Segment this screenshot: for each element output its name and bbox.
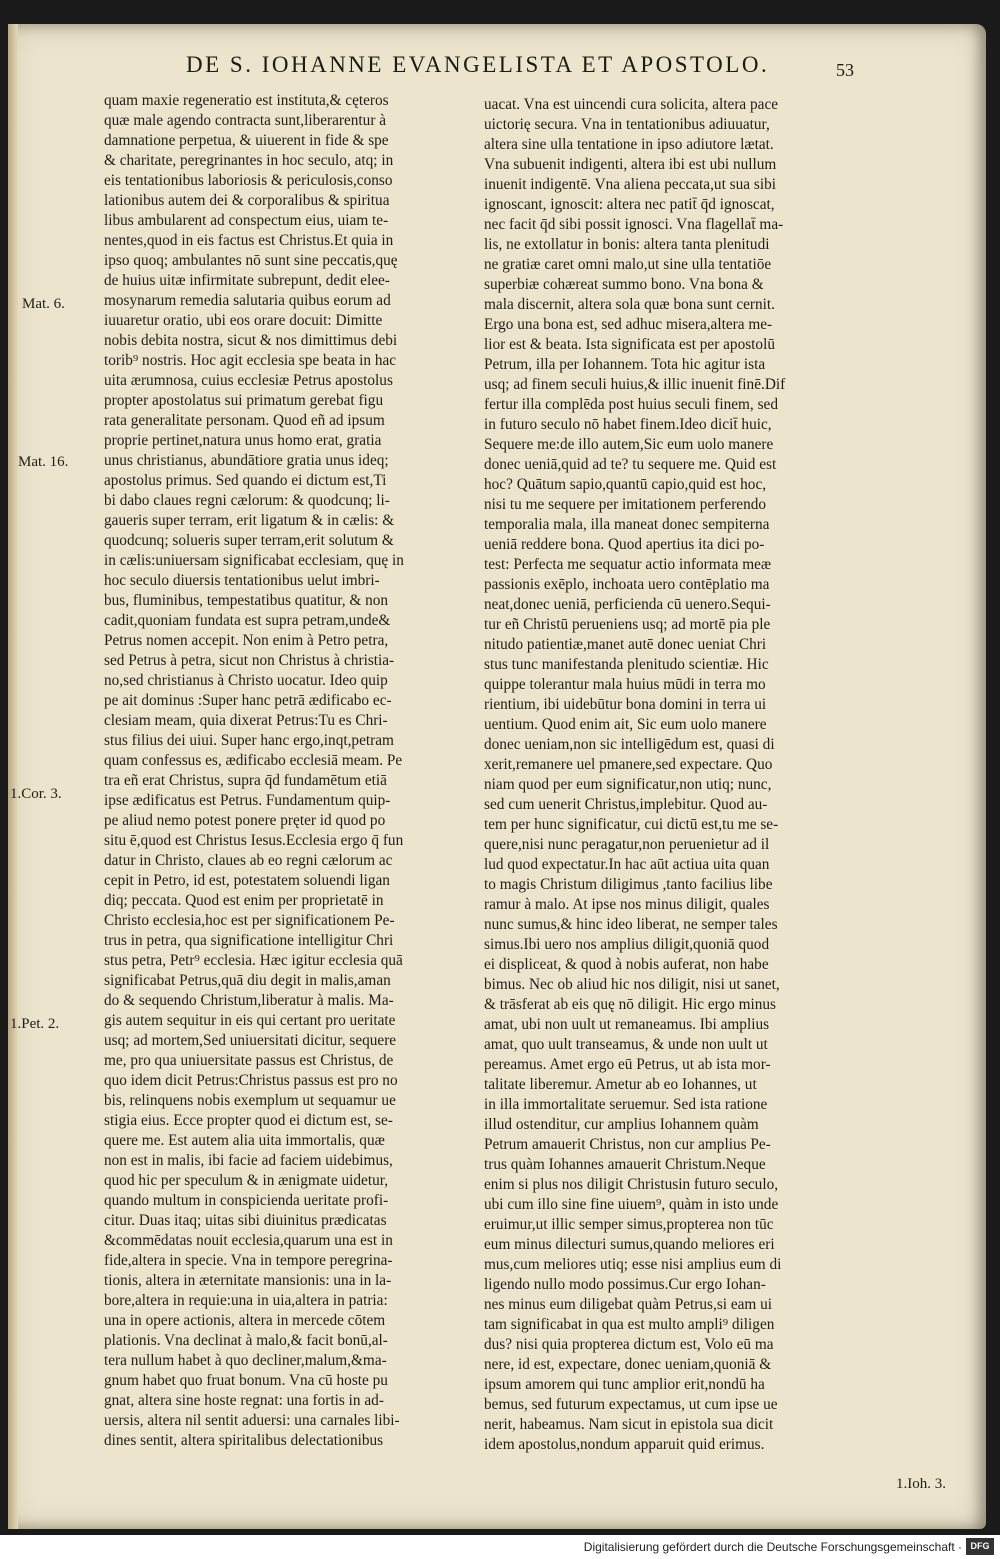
text-line: eruimur,ut illic semper simus,propterea non tūc (484, 1216, 774, 1233)
text-line: tur eñ Christū perueniens usq; ad mortē pia ple (484, 616, 771, 633)
folio-number: 53 (836, 60, 854, 80)
text-line: sed Petrus à petra, sicut non Christus à christia- (104, 652, 395, 669)
text-line: apostolus primus. Sed quando ei dictum est,Ti (104, 472, 387, 489)
text-line: cadit,quoniam fundata est supra petram,unde& (104, 612, 391, 629)
margin-note-1ioh3: 1.Ioh. 3. (896, 1476, 946, 1492)
text-line: simus.Ibi uero nos amplius diligit,quoniā quod (484, 936, 770, 953)
text-line: ligendo nullo modo possimus.Cur ergo Iohan- (484, 1276, 766, 1293)
text-line: nerit, habeamus. Nam sicut in epistola sua dicit (484, 1416, 774, 1433)
text-line: Vna subuenit indigenti, altera ibi est ubi nullum (484, 156, 777, 173)
text-line: stigia eius. Ecce propter quod ei dictum est, se- (104, 1112, 393, 1129)
text-line: bis, relinquens nobis exemplum ut sequamur ue (104, 1092, 396, 1109)
text-line: tra eñ erat Christus, supra q̄d fundamētum etiā (104, 772, 387, 789)
text-line: mus,cum meliores utiq; esse nisi amplius eum di (484, 1256, 782, 1273)
text-line: libus ambularent ad conspectum eius, uiam te- (104, 212, 389, 229)
text-line: nec facit q̄d sibi possit ignosci. Vna flagellat̄ ma- (484, 216, 784, 233)
margin-note-1cor3: 1.Cor. 3. (10, 786, 62, 802)
text-line: citur. Duas itaq; uitas sibi diuinitus prædicatas (104, 1212, 387, 1229)
right-text-column (484, 95, 886, 1455)
text-line: altera sine ulla tentatione in ipso adiutore lætat. (484, 136, 774, 153)
text-line: lationibus autem dei & corporalibus & spiritua (104, 192, 390, 209)
text-line: enim si plus nos diligit Christusin futuro seculo, (484, 1176, 779, 1193)
text-line: diq; peccata. Quod est enim per proprietatē in (104, 892, 384, 909)
text-line: do & sequendo Christum,liberatur à malis. Ma- (104, 992, 394, 1009)
text-line: una in opere actionis, altera in mercede cōtem (104, 1312, 386, 1329)
text-line: Petrus nomen accepit. Non enim à Petro petra, (104, 632, 389, 649)
footer-credit: Digitalisierung gefördert durch die Deutsche Forschungsgemeinschaft · (583, 1540, 962, 1554)
text-line: uacat. Vna est uincendi cura solicita, altera pace (484, 96, 779, 113)
text-line: gaueris super terram, erit ligatum & in cælis: & (104, 512, 395, 529)
text-line: situ ē,quod est Christus Iesus.Ecclesia ergo q̄ fun (104, 832, 404, 849)
text-line: significabat Petrus,quā diu degit in malis,aman (104, 972, 391, 989)
text-line: ipso quoq; ambulantes nō sunt sine peccatis,quę (104, 252, 398, 269)
text-line: tem per hunc significatur, cui dictū est,tu me se- (484, 816, 779, 833)
text-line: bus, fluminibus, tempestatibus quatitur, & non (104, 592, 389, 609)
text-line: eum minus dilecturi sumus,quando meliores eri (484, 1236, 775, 1253)
dfg-logo-icon: DFG (966, 1538, 994, 1555)
text-line: lud quod expectatur.In hac aūt actiua uita quan (484, 856, 770, 873)
text-line: &commēdatas nouit ecclesia,quarum una est in (104, 1232, 393, 1249)
text-line: quere,nisi nunc peragatur,non peruenietur ad il (484, 836, 770, 853)
text-line: rata generalitate personam. Quod eñ ad ipsum (104, 412, 385, 429)
text-line: nunc sumus,& hinc ideo liberat, ne semper tales (484, 916, 778, 933)
text-line: to magis Christum diligimus ,tanto facilius libe (484, 876, 773, 893)
text-line: dus? nisi quia propterea dictum est, Volo eū ma (484, 1336, 774, 1353)
text-line: rientium, ibi uidebūtur bona domini in terra ui (484, 696, 767, 713)
text-line: hoc seculo diuersis tentationibus uelut imbri- (104, 572, 380, 589)
text-line: tam significabat in qua est multo ampli⁹ diligen (484, 1316, 775, 1333)
text-line: niam quod per eum significatur,non utiq; nunc, (484, 776, 772, 793)
text-line: & trāsferat ab eis quę nō diligit. Hic ergo minus (484, 996, 776, 1013)
footer-bar (0, 1535, 1000, 1559)
text-line: Petrum, illa per Iohannem. Tota hic agitur ista (484, 356, 766, 373)
text-line: cepit in Petro, id est, potestatem soluendi ligan (104, 872, 390, 889)
text-line: & charitate, peregrinantes in hoc seculo, atq; in (104, 152, 394, 169)
running-title: DE S. IOHANNE EVANGELISTA ET APOSTOLO. (186, 52, 770, 77)
text-line: pe aliud nemo potest ponere pręter id quod po (104, 812, 386, 829)
text-line: unus christianus, abundātiore gratia unus ideq; (104, 452, 389, 469)
text-line: Christo ecclesia,hoc est per significationem Pe- (104, 912, 395, 929)
text-line: ubi cum illo sine fine uiuem⁹, quàm in isto unde (484, 1196, 779, 1213)
text-line: gnum habet quo fruat bonum. Vna cū hoste pu (104, 1372, 388, 1389)
margin-note-mat16: Mat. 16. (18, 454, 69, 470)
text-line: in cælis:uniuersam significabat ecclesiam, quę in (104, 552, 404, 569)
text-line: propter apostolatus sui primatum gerebat figu (104, 392, 384, 409)
text-line: quere me. Est autem alia uita immortalis, quæ (104, 1132, 385, 1149)
text-line: quod hic per speculum & in ænigmate uidetur, (104, 1172, 389, 1189)
text-line: Ergo una bona est, sed adhuc misera,altera me- (484, 316, 773, 333)
text-line: uersis, altera nil sentit aduersi: una carnales libi- (104, 1412, 400, 1429)
text-line: nentes,quod in eis factus est Christus.Et quia in (104, 232, 394, 249)
text-line: dines sentit, altera spiritalibus delectationibus (104, 1432, 384, 1449)
text-line: sed cum uenerit Christus,implebitur. Quod au- (484, 796, 768, 813)
page-gutter (8, 24, 18, 1529)
text-line: trus quàm Iohannes amauerit Christum.Neque (484, 1156, 766, 1173)
left-text-column (104, 91, 464, 1451)
text-line: Sequere me:de illo autem,Sic eum uolo manere (484, 436, 774, 453)
text-line: donec ueniam,non sic intelligēdum est, quasi di (484, 736, 775, 753)
text-line: idem apostolus,nondum apparuit quid erimus. (484, 1436, 765, 1453)
text-line: xerit,remanere uel pmanere,sed expectare. Quo (484, 756, 773, 773)
text-line: stus filius dei uiui. Super hanc ergo,inqt,petram (104, 732, 394, 749)
text-line: quo idem dicit Petrus:Christus passus est pro no (104, 1072, 398, 1089)
text-line: ipsum amorem qui tunc amplior erit,nondū ha (484, 1376, 765, 1393)
text-line: bimus. Nec ob aliud hic nos diligit, nisi ut sanet, (484, 976, 780, 993)
text-line: illud ostenditur, cur amplius Iohannem quàm (484, 1116, 759, 1133)
text-line: amat, ubi non uult ut remaneamus. Ibi amplius (484, 1016, 770, 1033)
text-line: neat,donec ueniā, perficienda cū uenero.Sequi- (484, 596, 771, 613)
text-line: quippe tolerantur mala huius mūdi in terra mo (484, 676, 766, 693)
text-line: usq; ad finem seculi huius,& illic inuenit finē.Dif (484, 376, 786, 393)
text-line: lis, ne extollatur in bonis: altera tanta plenitudi (484, 236, 770, 253)
text-line: me, pro qua uniuersitate passus est Christus, de (104, 1052, 394, 1069)
text-line: donec ueniā,quid ad te? tu sequere me. Quid est (484, 456, 777, 473)
text-line: quæ male agendo contracta sunt,liberarentur à (104, 112, 387, 129)
text-line: pereamus. Amet ergo eū Petrus, ut ab ista mor- (484, 1056, 771, 1073)
text-line: Petrum amauerit Christus, non cur amplius Pe- (484, 1136, 771, 1153)
text-line: clesiam meam, quia dixerat Petrus:Tu es Chri- (104, 712, 388, 729)
text-line: temporalia mala, illa maneat donec sempiterna (484, 516, 770, 533)
text-line: fertur illa complēda post huius seculi finem, sed (484, 396, 778, 413)
text-line: superbiæ cohæreat summo bono. Vna bona & (484, 276, 764, 293)
text-line: ramur à malo. At ipse nos minus diligit, quales (484, 896, 770, 913)
text-line: nere, id est, expectare, donec ueniam,quoniā & (484, 1356, 772, 1373)
text-line: stus tunc manifestanda plenitudo scientiæ. Hic (484, 656, 769, 673)
text-line: quam confessus es, ædificabo ecclesiā meam. Pe (104, 752, 403, 769)
text-line: ignoscant, ignoscit: altera nec patit̄ q̄d ignoscat, (484, 196, 775, 213)
text-line: bi dabo claues regni cælorum: & quodcunq; li- (104, 492, 390, 509)
text-line: quodcunq; solueris super terram,erit solutum & (104, 532, 394, 549)
text-line: amat, quo uult transeamus, & unde non uult ut (484, 1036, 768, 1053)
text-line: mosynarum remedia salutaria quibus eorum ad (104, 292, 391, 309)
text-line: lior est & beata. Ista significata est per apostolū (484, 336, 775, 353)
text-line: bore,altera in requie:una in uia,altera in patria: (104, 1292, 388, 1309)
text-line: trus in petra, qua significatione intelligitur Chri (104, 932, 394, 949)
text-line: in illa immortalitate seruemur. Sed ista ratione (484, 1096, 768, 1113)
text-line: tera nullum habet à quo decliner,malum,&ma- (104, 1352, 387, 1369)
text-line: datur in Christo, claues ab eo regni cælorum ac (104, 852, 393, 869)
text-line: nisi tu me sequere per imitationem perferendo (484, 496, 767, 513)
text-line: uentium. Quod enim ait, Sic eum uolo manere (484, 716, 767, 733)
text-line: ei displiceat, & quod à nobis auferat, non habe (484, 956, 769, 973)
text-line: tionis, altera in æternitate mansionis: una in la- (104, 1272, 392, 1289)
margin-note-mat6: Mat. 6. (22, 296, 65, 312)
text-line: ne gratiæ caret omni malo,ut sine ulla tentatiōe (484, 256, 772, 273)
text-line: usq; ad mortem,Sed uniuersitati dicitur, sequere (104, 1032, 397, 1049)
text-line: proprie pertinet,natura unus homo erat, gratia (104, 432, 382, 449)
text-line: no,sed christianus à Christo uocatur. Ideo quip (104, 672, 388, 689)
text-line: mala discernit, altera sola quæ bona sunt cernit. (484, 296, 775, 313)
text-line: ueniā reddere bona. Quod apertius ita dici po- (484, 536, 765, 553)
text-line: iuuaretur oratio, ubi eos orare docuit: Dimitte (104, 312, 383, 329)
text-line: gnat, altera sine hoste regnat: una fortis in ad- (104, 1392, 384, 1409)
text-line: test: Perfecta me sequatur actio informata meæ (484, 556, 772, 573)
text-line: damnatione perpetua, & uiuerent in fide & spe (104, 132, 389, 149)
text-line: de huius uitæ infirmitate subrepunt, dedit elee- (104, 272, 390, 289)
text-line: hoc? Quātum sapio,quantū capio,quid est hoc, (484, 476, 767, 493)
text-line: ipse ædificatus est Petrus. Fundamentum quip- (104, 792, 391, 809)
text-line: pe ait dominus :Super hanc petrā ædificabo ec- (104, 692, 392, 709)
text-line: plationis. Vna declinat à malo,& facit bonū,al- (104, 1332, 388, 1349)
text-line: bemus, sed futurum expectamus, ut cum ipse ue (484, 1396, 778, 1413)
text-line: nes minus eum diligebat quàm Petrus,si eam ui (484, 1296, 773, 1313)
text-line: non est in malis, ibi facie ad faciem uidebimus, (104, 1152, 393, 1169)
text-line: eis tentationibus laboriosis & periculosis,conso (104, 172, 393, 189)
text-line: uita ærumnosa, cuius ecclesiæ Petrus apostolus (104, 372, 393, 389)
text-line: quando multum in conspicienda ueritate profi- (104, 1192, 389, 1209)
text-line: in futuro seculo nō habet finem.Ideo dicit̄ huic, (484, 416, 772, 433)
text-line: passionis exēplo, inchoata uero contēplatio ma (484, 576, 770, 593)
text-line: torib⁹ nostris. Hoc agit ecclesia spe beata in hac (104, 352, 397, 369)
text-line: uictorię secura. Vna in tentationibus adiuuatur, (484, 116, 770, 133)
text-line: talitate liberemur. Ametur ab eo Iohannes, ut (484, 1076, 757, 1093)
margin-note-1pet2: 1.Pet. 2. (10, 1016, 60, 1032)
text-line: nobis debita nostra, sicut & nos dimittimus debi (104, 332, 398, 349)
text-line: quam maxie regeneratio est instituta,& cęteros (104, 92, 389, 109)
text-line: fide,altera in specie. Vna in tempore peregrina- (104, 1252, 393, 1269)
text-line: inuenit indigentē. Vna aliena peccata,ut sua sibi (484, 176, 776, 193)
text-line: nitudo patientiæ,manet autē donec ueniat Chri (484, 636, 767, 653)
text-line: gis autem sequitur in eis qui certant pro ueritate (104, 1012, 396, 1029)
text-line: stus petra, Petr⁹ ecclesia. Hæc igitur ecclesia quā (104, 952, 403, 969)
